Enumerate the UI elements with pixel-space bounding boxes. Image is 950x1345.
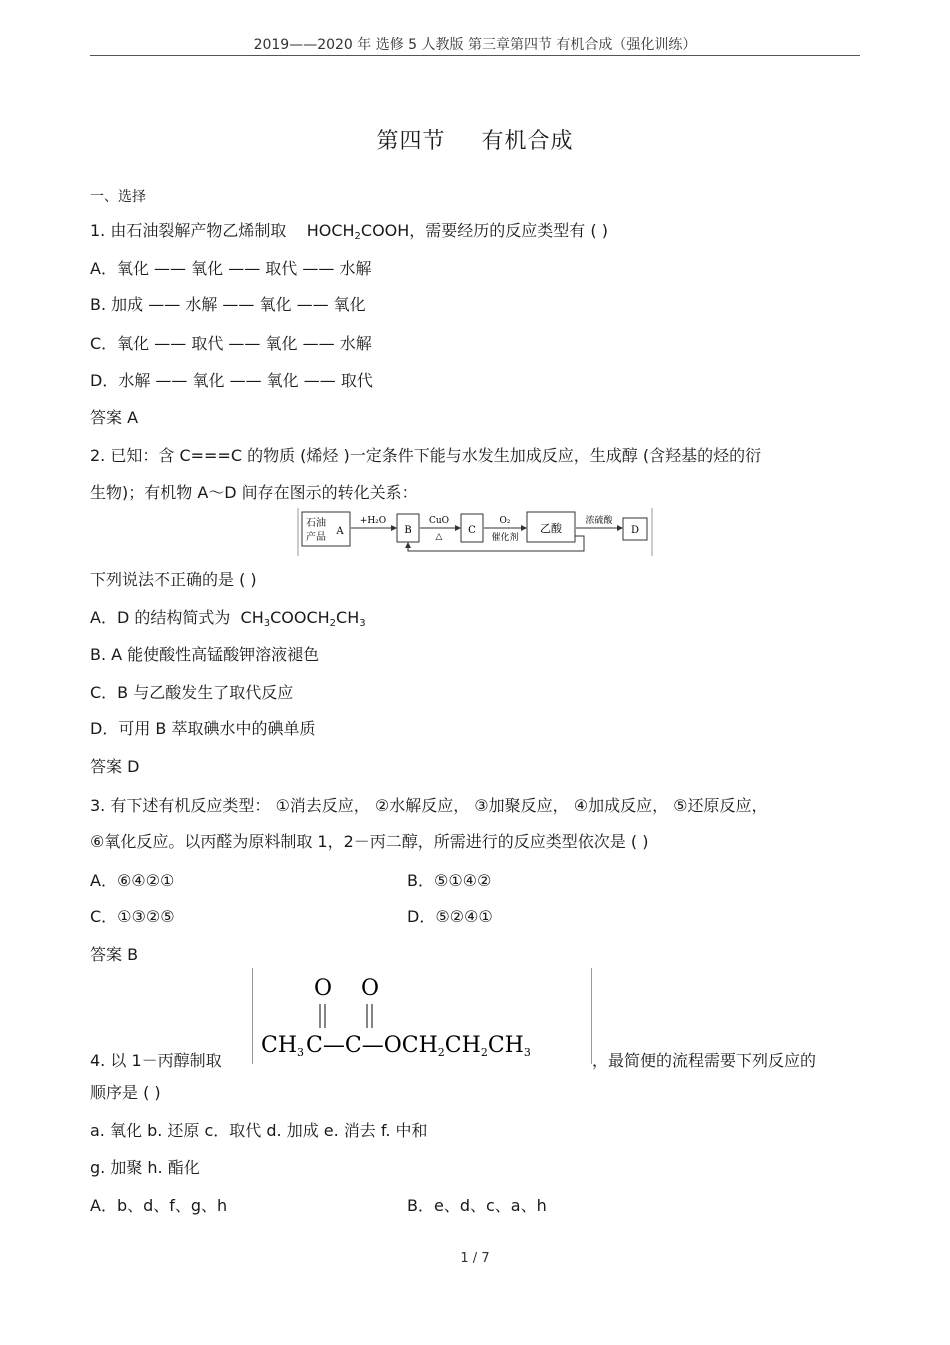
formula-och2: OCH: [383, 1033, 438, 1058]
q4-stem-text-b: ，最简便的流程需要下列反应的: [592, 1051, 817, 1070]
formula-sub-2b: 2: [480, 1046, 488, 1059]
q3-option-b: B．⑤①④②: [407, 871, 492, 890]
title-part2: 有机合成: [481, 129, 574, 154]
q2-option-b: B. A 能使酸性高锰酸钾溶液褪色: [90, 645, 320, 664]
arrow-2-bottom-label: △: [435, 532, 443, 542]
q4-stem-line2: 顺序是 ( ): [90, 1083, 161, 1102]
formula-oxygen-1: O: [313, 976, 333, 1001]
q3-answer: 答案 B: [90, 945, 139, 964]
box-acetic-acid-label: 乙酸: [540, 522, 562, 535]
q4-option-a: A．b、d、f、g、h: [90, 1196, 228, 1215]
arrow-2-top-label: CuO: [428, 516, 450, 526]
page-header: 2019——2020 年 选修 5 人教版 第三章第四节 有机合成（强化训练）: [253, 37, 697, 53]
arrow-4-label: 浓硫酸: [585, 516, 613, 526]
q1-formula-sub: 2: [354, 231, 361, 242]
q1-option-d: D．水解 —— 氧化 —— 氧化 —— 取代: [90, 371, 373, 390]
q3-option-c: C．①③②⑤: [90, 907, 175, 926]
q1-answer: 答案 A: [90, 408, 139, 427]
section-heading: 一、选择: [90, 189, 146, 205]
ester-structural-formula: [252, 968, 592, 1064]
q2-question: 下列说法不正确的是 ( ): [90, 570, 257, 589]
formula-ch2: CH: [444, 1033, 481, 1058]
q1-option-a: A．氧化 —— 氧化 —— 取代 —— 水解: [90, 259, 372, 278]
q2-stem-line2: 生物)；有机物 A～D 间存在图示的转化关系：: [90, 483, 418, 502]
q4-option-b: B．e、d、c、a、h: [407, 1196, 547, 1215]
box-a-letter: A: [336, 526, 344, 537]
q2-option-d: D．可用 B 萃取碘水中的碘单质: [90, 719, 316, 738]
formula-sub-3: 3: [297, 1046, 305, 1059]
q1-option-b: B. 加成 —— 水解 —— 氧化 —— 氧化: [90, 295, 366, 314]
q2-option-a: [90, 605, 366, 629]
q1-text-b: ，需要经历的反应类型有 ( ): [409, 221, 608, 240]
q4-stem-text-a: 4. 以 1－丙醇制取: [90, 1051, 222, 1070]
q2-formula-sub: 3: [359, 618, 366, 629]
arrow-3-top-label: O₂: [499, 516, 511, 526]
q3-stem-line2: ⑥氧化反应。以丙醛为原料制取 1，2－丙二醇，所需进行的反应类型依次是 ( ): [90, 832, 649, 851]
title-part1: 第四节: [376, 129, 446, 154]
formula-ch3: CH: [261, 1033, 298, 1058]
formula-carbon-1: C: [306, 1033, 323, 1058]
formula-ch3-end: CH: [487, 1033, 524, 1058]
box-b-label: B: [404, 525, 412, 536]
q1-stem: [90, 218, 608, 242]
formula-oxygen-2: O: [360, 976, 380, 1001]
q2-answer: 答案 D: [90, 757, 140, 776]
q1-option-c: C．氧化 —— 取代 —— 氧化 —— 水解: [90, 334, 372, 353]
q2-option-c: C．B 与乙酸发生了取代反应: [90, 683, 294, 702]
q4-reactions-line2: g. 加聚 h. 酯化: [90, 1158, 200, 1177]
formula-row: CH3C—C—OCH2CH2CH3: [261, 1033, 531, 1059]
page-number: 1 / 7: [460, 1251, 490, 1266]
arrow-3-bottom-label: 催化剂: [491, 533, 519, 543]
box-a-line2: 产品: [306, 532, 326, 543]
header-rule: [90, 55, 860, 56]
box-d-label: D: [630, 525, 640, 536]
q2-formula-part: COOCH: [270, 608, 330, 627]
formula-carbon-2: C: [344, 1033, 362, 1058]
q2-formula-sub: 2: [329, 618, 337, 629]
q2-stem-line1: 2. 已知：含 C===C 的物质 (烯烃 )一定条件下能与水发生加成反应，生成醇 (含羟基的烃的衍: [90, 446, 762, 465]
q2-formula-sub: 3: [263, 618, 271, 629]
q3-option-a: A．⑥④②①: [90, 871, 175, 890]
q3-option-d: D．⑤②④①: [407, 907, 493, 926]
formula-sub-2a: 2: [437, 1046, 445, 1059]
q4-reactions-line1: a. 氧化 b. 还原 c．取代 d. 加成 e. 消去 f. 中和: [90, 1121, 428, 1140]
q1-formula-b: COOH: [360, 221, 410, 240]
arrow-1-label: +H₂O: [359, 516, 387, 526]
box-c-label: C: [468, 525, 476, 536]
q1-text-a: 1. 由石油裂解产物乙烯制取: [90, 221, 287, 240]
q2-formula-part: CH: [240, 608, 264, 627]
reaction-flow-diagram: [296, 506, 654, 558]
q3-stem-line1: 3. 有下述有机反应类型： ①消去反应， ②水解反应， ③加聚反应， ④加成反应， ⑤还原反应，: [90, 796, 768, 815]
box-a-line1: 石油: [306, 518, 326, 529]
q2-formula-part: CH: [336, 608, 360, 627]
q2-option-a-text: A．D 的结构简式为: [90, 608, 231, 627]
formula-sub-3b: 3: [523, 1046, 531, 1059]
q1-formula-a: HOCH: [306, 221, 355, 240]
page-title: [0, 124, 950, 155]
